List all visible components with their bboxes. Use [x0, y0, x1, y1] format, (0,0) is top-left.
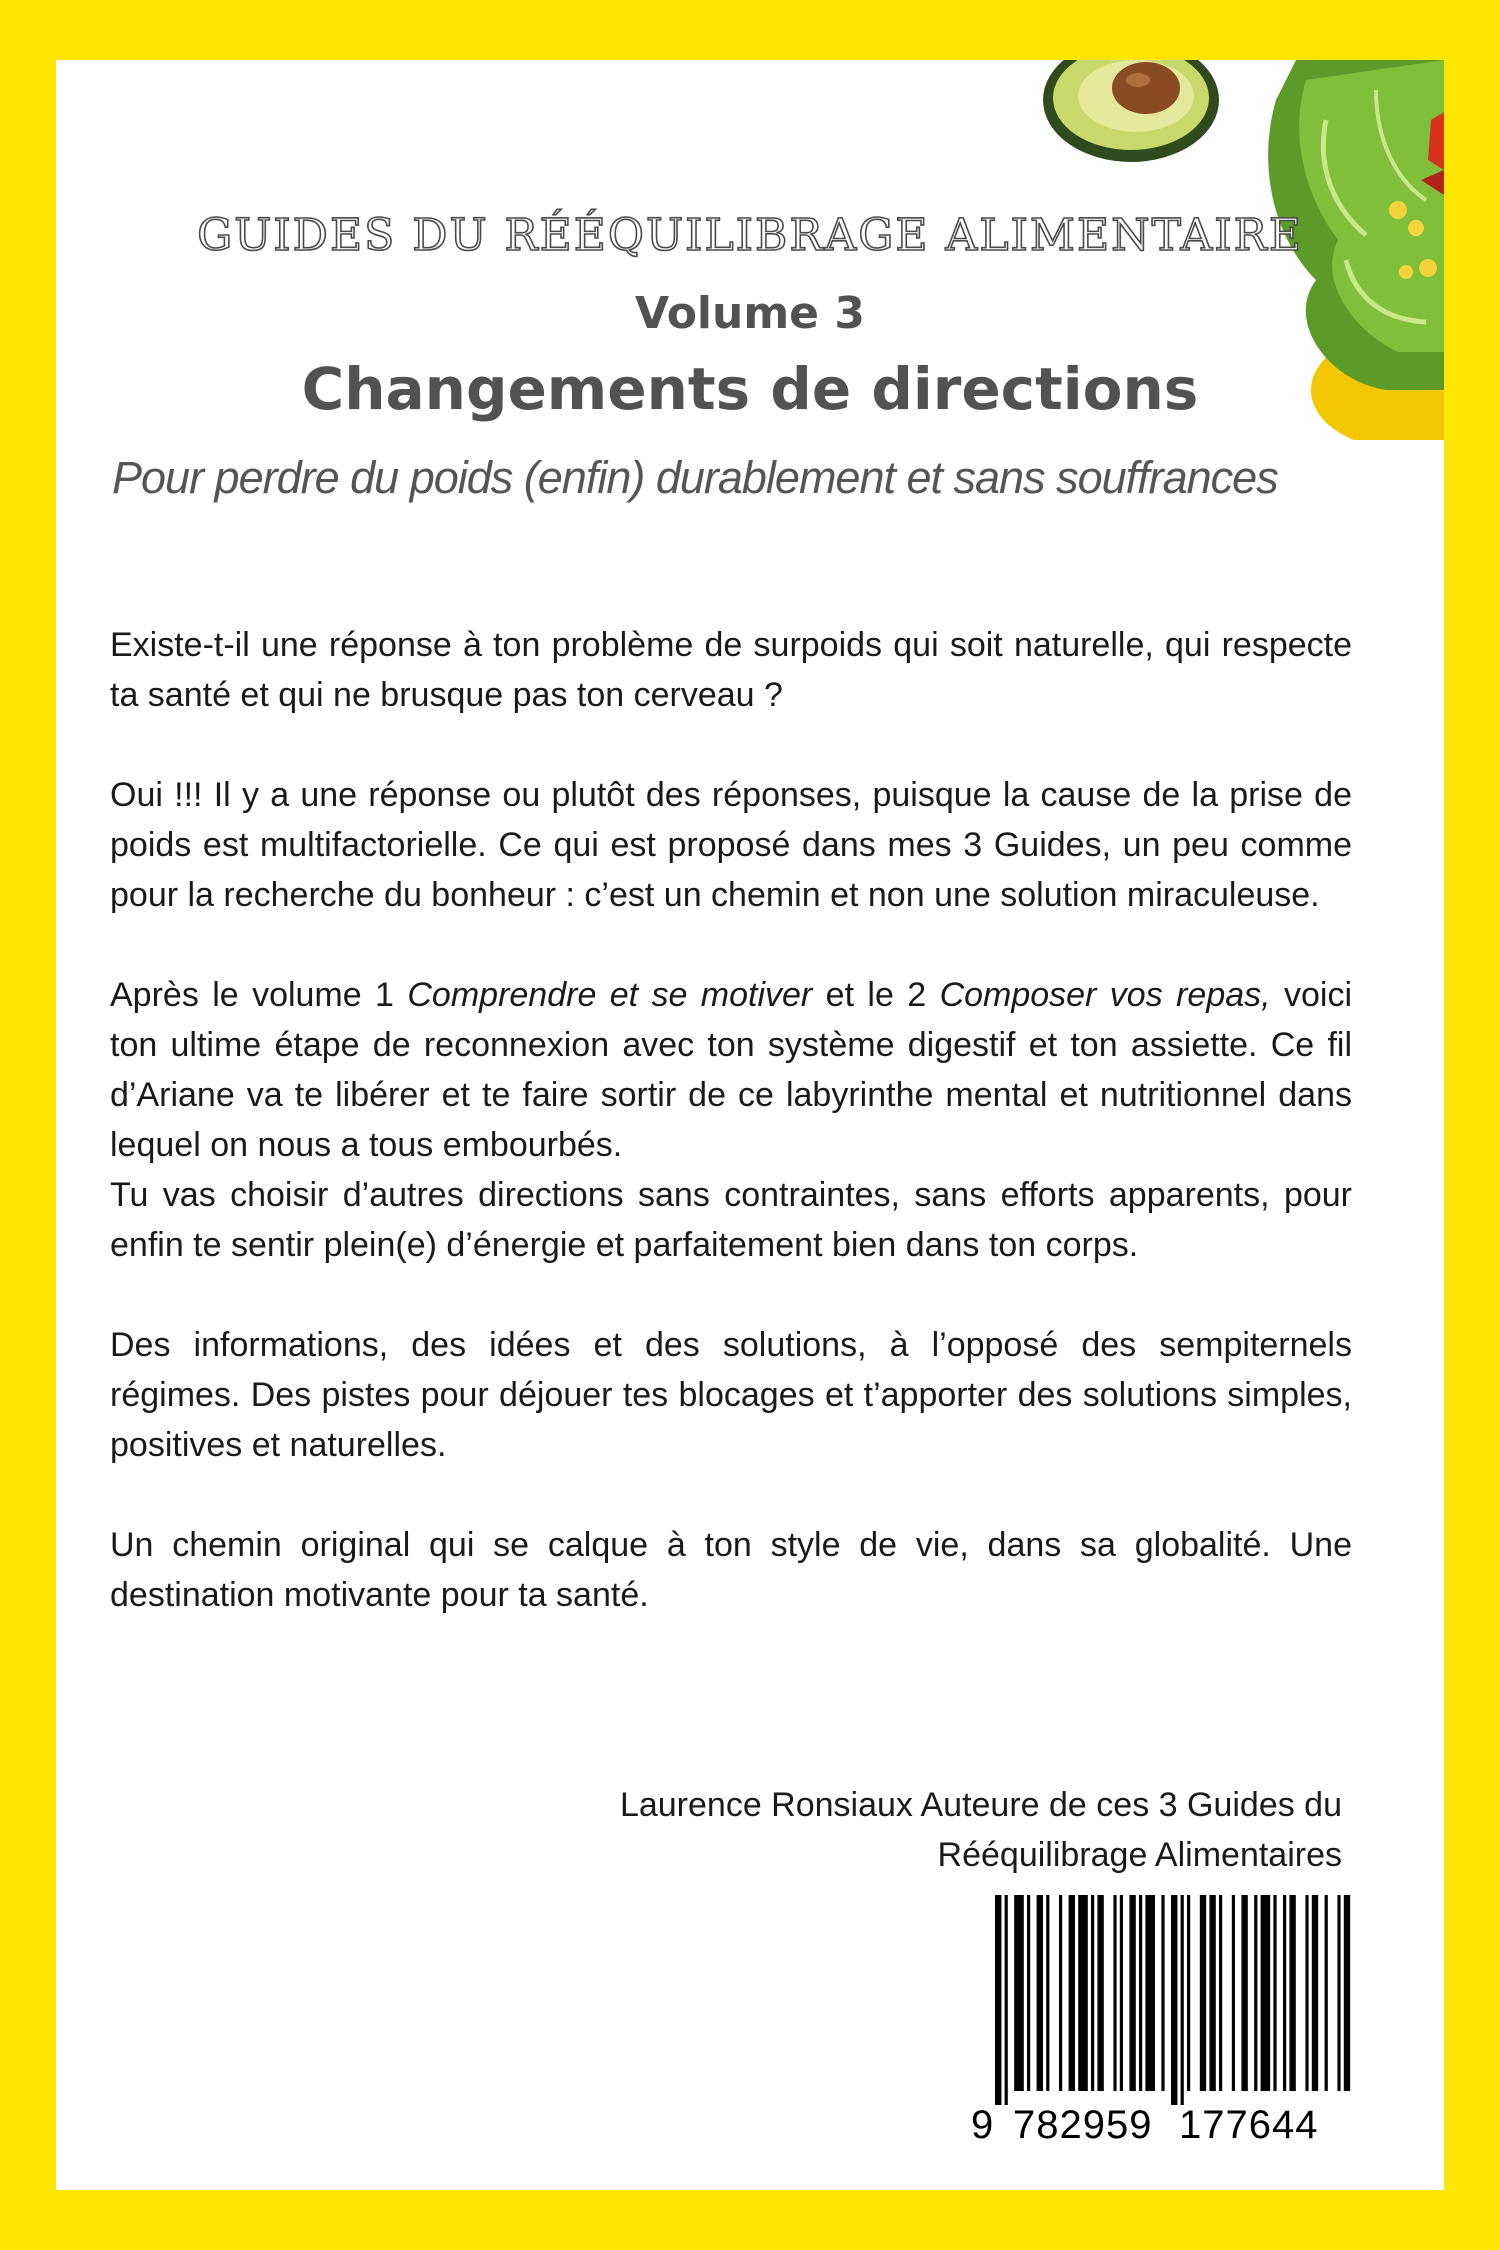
barcode-bar [1129, 1895, 1135, 2091]
volume-2-title: Composer vos repas, [939, 976, 1271, 1014]
barcode-bar [995, 1895, 1001, 2105]
barcode-bar [1200, 1895, 1206, 2091]
isbn-group-1: 782959 [1013, 2103, 1153, 2147]
barcode-bar [1241, 1895, 1247, 2091]
blurb-paragraph-5: Des informations, des idées et des solutions, à l’opposé des sempiternels régimes. Des pistes pour déjouer tes blocages et t’apporter des solutions simples, positives et naturelles. [110, 1326, 1352, 1464]
barcode-bar [1059, 1895, 1062, 2091]
barcode-bar [1232, 1895, 1235, 2091]
barcode-bars [995, 1895, 1351, 2105]
blurb-paragraph-1: Existe-t-il une réponse à ton problème de surpoids qui soit naturelle, qui respecte ta santé et qui ne brusque pas ton cerveau ? [110, 626, 1352, 714]
blurb-paragraph-6: Un chemin original qui se calque à ton style de vie, dans sa globalité. Une destination motivante pour ta santé. [110, 1526, 1352, 1614]
barcode-bar [1325, 1895, 1328, 2091]
barcode-bar [1145, 1895, 1155, 2091]
barcode-bar [1091, 1895, 1094, 2091]
barcode-bar [1283, 1895, 1286, 2091]
barcode-bar [1171, 1895, 1177, 2105]
barcode-bar [1097, 1895, 1103, 2091]
avocado-image [1043, 60, 1219, 162]
barcode-bar [1209, 1895, 1215, 2091]
isbn-group-2: 177644 [1179, 2103, 1319, 2147]
blurb-paragraph-2: Oui !!! Il y a une réponse ou plutôt des réponses, puisque la cause de la prise de poids est multifactorielle. Ce qui est proposé dans mes 3 Guides, un peu comme pour la recherche du bonheur : c’est un chemin et non une solution miraculeuse. [110, 776, 1352, 914]
volume-1-title: Comprendre et se motiver [407, 976, 813, 1014]
volume-number: Volume 3 [635, 288, 865, 339]
barcode-bar [1312, 1895, 1318, 2091]
series-title: GUIDES DU RÉÉQUILIBRAGE ALIMENTAIRE [197, 210, 1303, 261]
book-subtitle: Pour perdre du poids (enfin) durablement et sans souffrances [112, 452, 1278, 503]
isbn-prefix: 9 [971, 2103, 994, 2147]
barcode-bar [1120, 1895, 1123, 2091]
signature-line-1: Laurence Ronsiaux Auteure de ces 3 Guides du [619, 1786, 1342, 1824]
blurb-paragraph-3: Après le volume 1 Comprendre et se motiver et le 2 Composer vos repas, voici ton ultime étape de reconnexion avec ton système digestif et ton assiette. Ce fil d’Ariane va te libérer et te faire sortir de ce labyrinthe mental et nutritionnel dans lequel on nous a tous embourbés. [110, 976, 1353, 1164]
blurb [110, 620, 1352, 1670]
barcode-bar [1273, 1895, 1276, 2091]
barcode-bar [1219, 1895, 1222, 2091]
barcode-bar [1078, 1895, 1088, 2091]
isbn-barcode [971, 1895, 1351, 2165]
signature-line-2: Rééquilibrage Alimentaires [937, 1836, 1342, 1874]
book-title: Changements de directions [301, 355, 1199, 423]
barcode-bar [1037, 1895, 1043, 2091]
barcode-bar [1139, 1895, 1142, 2091]
barcode-bar [1261, 1895, 1271, 2091]
blurb-paragraph-4: Tu vas choisir d’autres directions sans contraintes, sans efforts apparents, pour enfin te sentir plein(e) d’énergie et parfaitement bien dans ton corps. [110, 1176, 1352, 1264]
barcode-bar [1187, 1895, 1190, 2091]
barcode-bar [1005, 1895, 1008, 2105]
barcode-bar [1254, 1895, 1257, 2091]
barcode-bar [1181, 1895, 1184, 2105]
barcode-bar [1161, 1895, 1164, 2091]
back-cover [56, 60, 1444, 2190]
barcode-bar [1014, 1895, 1024, 2091]
barcode-bar [1113, 1895, 1116, 2091]
barcode-bar [1337, 1895, 1340, 2091]
barcode-bar [1305, 1895, 1308, 2091]
barcode-bar [1069, 1895, 1075, 2091]
barcode-bar [1289, 1895, 1295, 2091]
author-signature [356, 1780, 1342, 1880]
barcode-bar [1344, 1895, 1350, 2091]
barcode-bar [1046, 1895, 1049, 2091]
barcode-bar [1027, 1895, 1030, 2091]
